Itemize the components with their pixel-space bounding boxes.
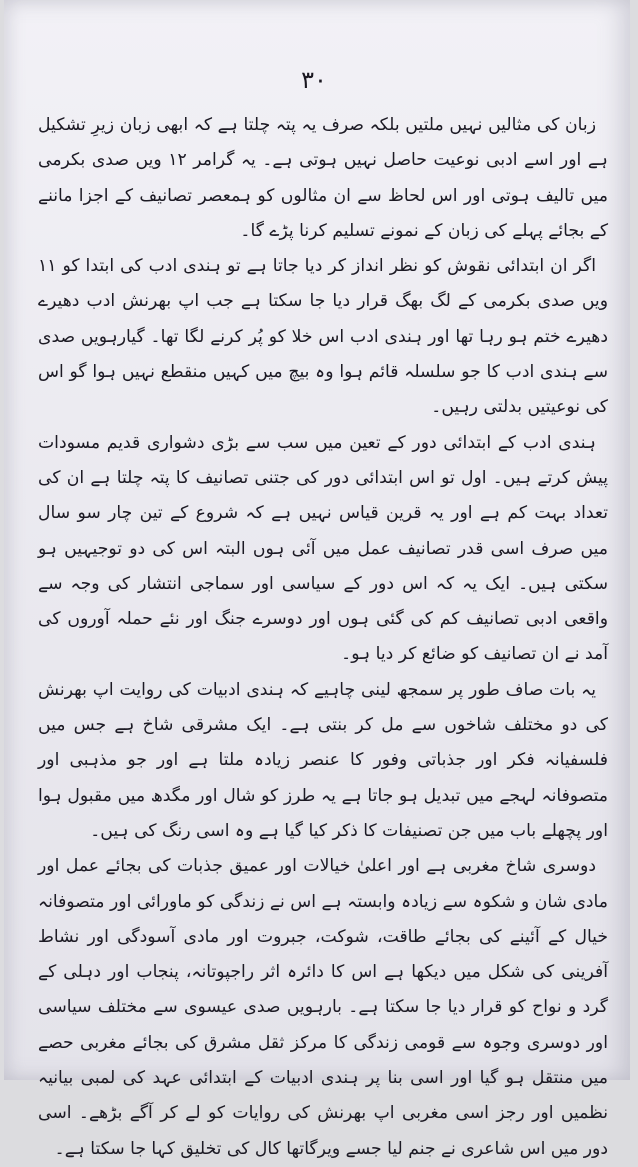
paragraph: اگر ان ابتدائی نقوش کو نظر انداز کر دیا جاتا ہے تو ہندی ادب کی ابتدا کو ۱۱ ویں صدی بکرمی کے لگ بھگ قرار دیا جا سکتا ہے جب اپ بھرنش ادب دھیرے دھیرے ختم ہو رہا تھا اور ہندی ادب اس خلا کو پُر کرنے لگا تھا۔ گیارہویں صدی سے ہندی ادب کا جو سلسلہ قائم ہوا وہ بیچ میں کہیں منقطع نہیں ہوا گو اس کی نوعیتیں بدلتی رہیں۔ <box>38 256 608 418</box>
paragraph: ہندی ادب کے ابتدائی دور کے تعین میں سب سے بڑی دشواری قدیم مسودات پیش کرتے ہیں۔ اول تو اس ابتدائی دور کی جتنی تصانیف کا پتہ چلتا ہے ان کی تعداد بہت کم ہے اور یہ قرین قیاس نہیں ہے کہ شروع کے تین چار سو سال میں صرف اسی قدر تصانیف عمل میں آئی ہوں البتہ اس کی دو توجیہیں ہو سکتی ہیں۔ ایک یہ کہ اس دور کے سیاسی اور سماجی انتشار کی وجہ سے واقعی ادبی تصانیف کم کی گئی ہوں اور دوسرے جنگ اور نئے حملہ آوروں کی آمد نے ان تصانیف کو ضائع کر دیا ہو۔ <box>38 432 608 665</box>
paragraph: یہ بات صاف طور پر سمجھ لینی چاہیے کہ ہندی ادبیات کی روایت اپ بھرنش کی دو مختلف شاخوں سے مل کر بنتی ہے۔ ایک مشرقی شاخ ہے جس میں فلسفیانہ فکر اور جذباتی وفور کا عنصر زیادہ ملتا ہے اور جو مذہبی اور متصوفانہ لہجے میں تبدیل ہو جاتا ہے یہ طرز کو شال اور مگدھ میں مقبول ہوا اور پچھلے باب میں جن تصنیفات کا ذکر کیا گیا ہے وہ اسی رنگ کی ہیں۔ <box>38 679 608 841</box>
page-number: ۳۰ <box>301 66 327 94</box>
body-text <box>38 108 608 1167</box>
paragraph: زبان کی مثالیں نہیں ملتیں بلکہ صرف یہ پتہ چلتا ہے کہ ابھی زبان زیرِ تشکیل ہے اور اسے ادبی نوعیت حاصل نہیں ہوتی ہے۔ یہ گرامر ۱۲ ویں صدی بکرمی میں تالیف ہوتی اور اس لحاظ سے ان مثالوں کو ہمعصر تصانیف کے اجزا ماننے کے بجائے پہلے کی زبان کے نمونے تسلیم کرنا پڑے گا۔ <box>38 115 608 241</box>
book-page <box>4 0 630 1159</box>
paragraph: دوسری شاخ مغربی ہے اور اعلیٰ خیالات اور عمیق جذبات کی بجائے عمل اور مادی شان و شکوہ سے زیادہ وابستہ ہے اس نے زندگی کو ماورائی اور متصوفانہ خیال کے آئینے کی بجائے طاقت، شوکت، جبروت اور مادی آسودگی اور نشاط آفرینی کی شکل میں دیکھا ہے اس کا دائرہ اثر راجپوتانہ، پنجاب اور دہلی کے گرد و نواح کو قرار دیا جا سکتا ہے۔ بارہویں صدی عیسوی سے مختلف سیاسی اور دوسری وجوہ سے قومی زندگی کا مرکز ثقل مشرق کی بجائے مغربی حصے میں منتقل ہو گیا اور اسی بنا پر ہندی ادبیات کے ابتدائی عہد کی لمبی بیانیہ نظمیں اور رجز اسی مغربی اپ بھرنش کی روایات کو لے کر آگے بڑھے۔ اسی دور میں اس شاعری نے جنم لیا جسے ویرگاتھا کال کی تخلیق کہا جا سکتا ہے۔ <box>38 856 608 1159</box>
